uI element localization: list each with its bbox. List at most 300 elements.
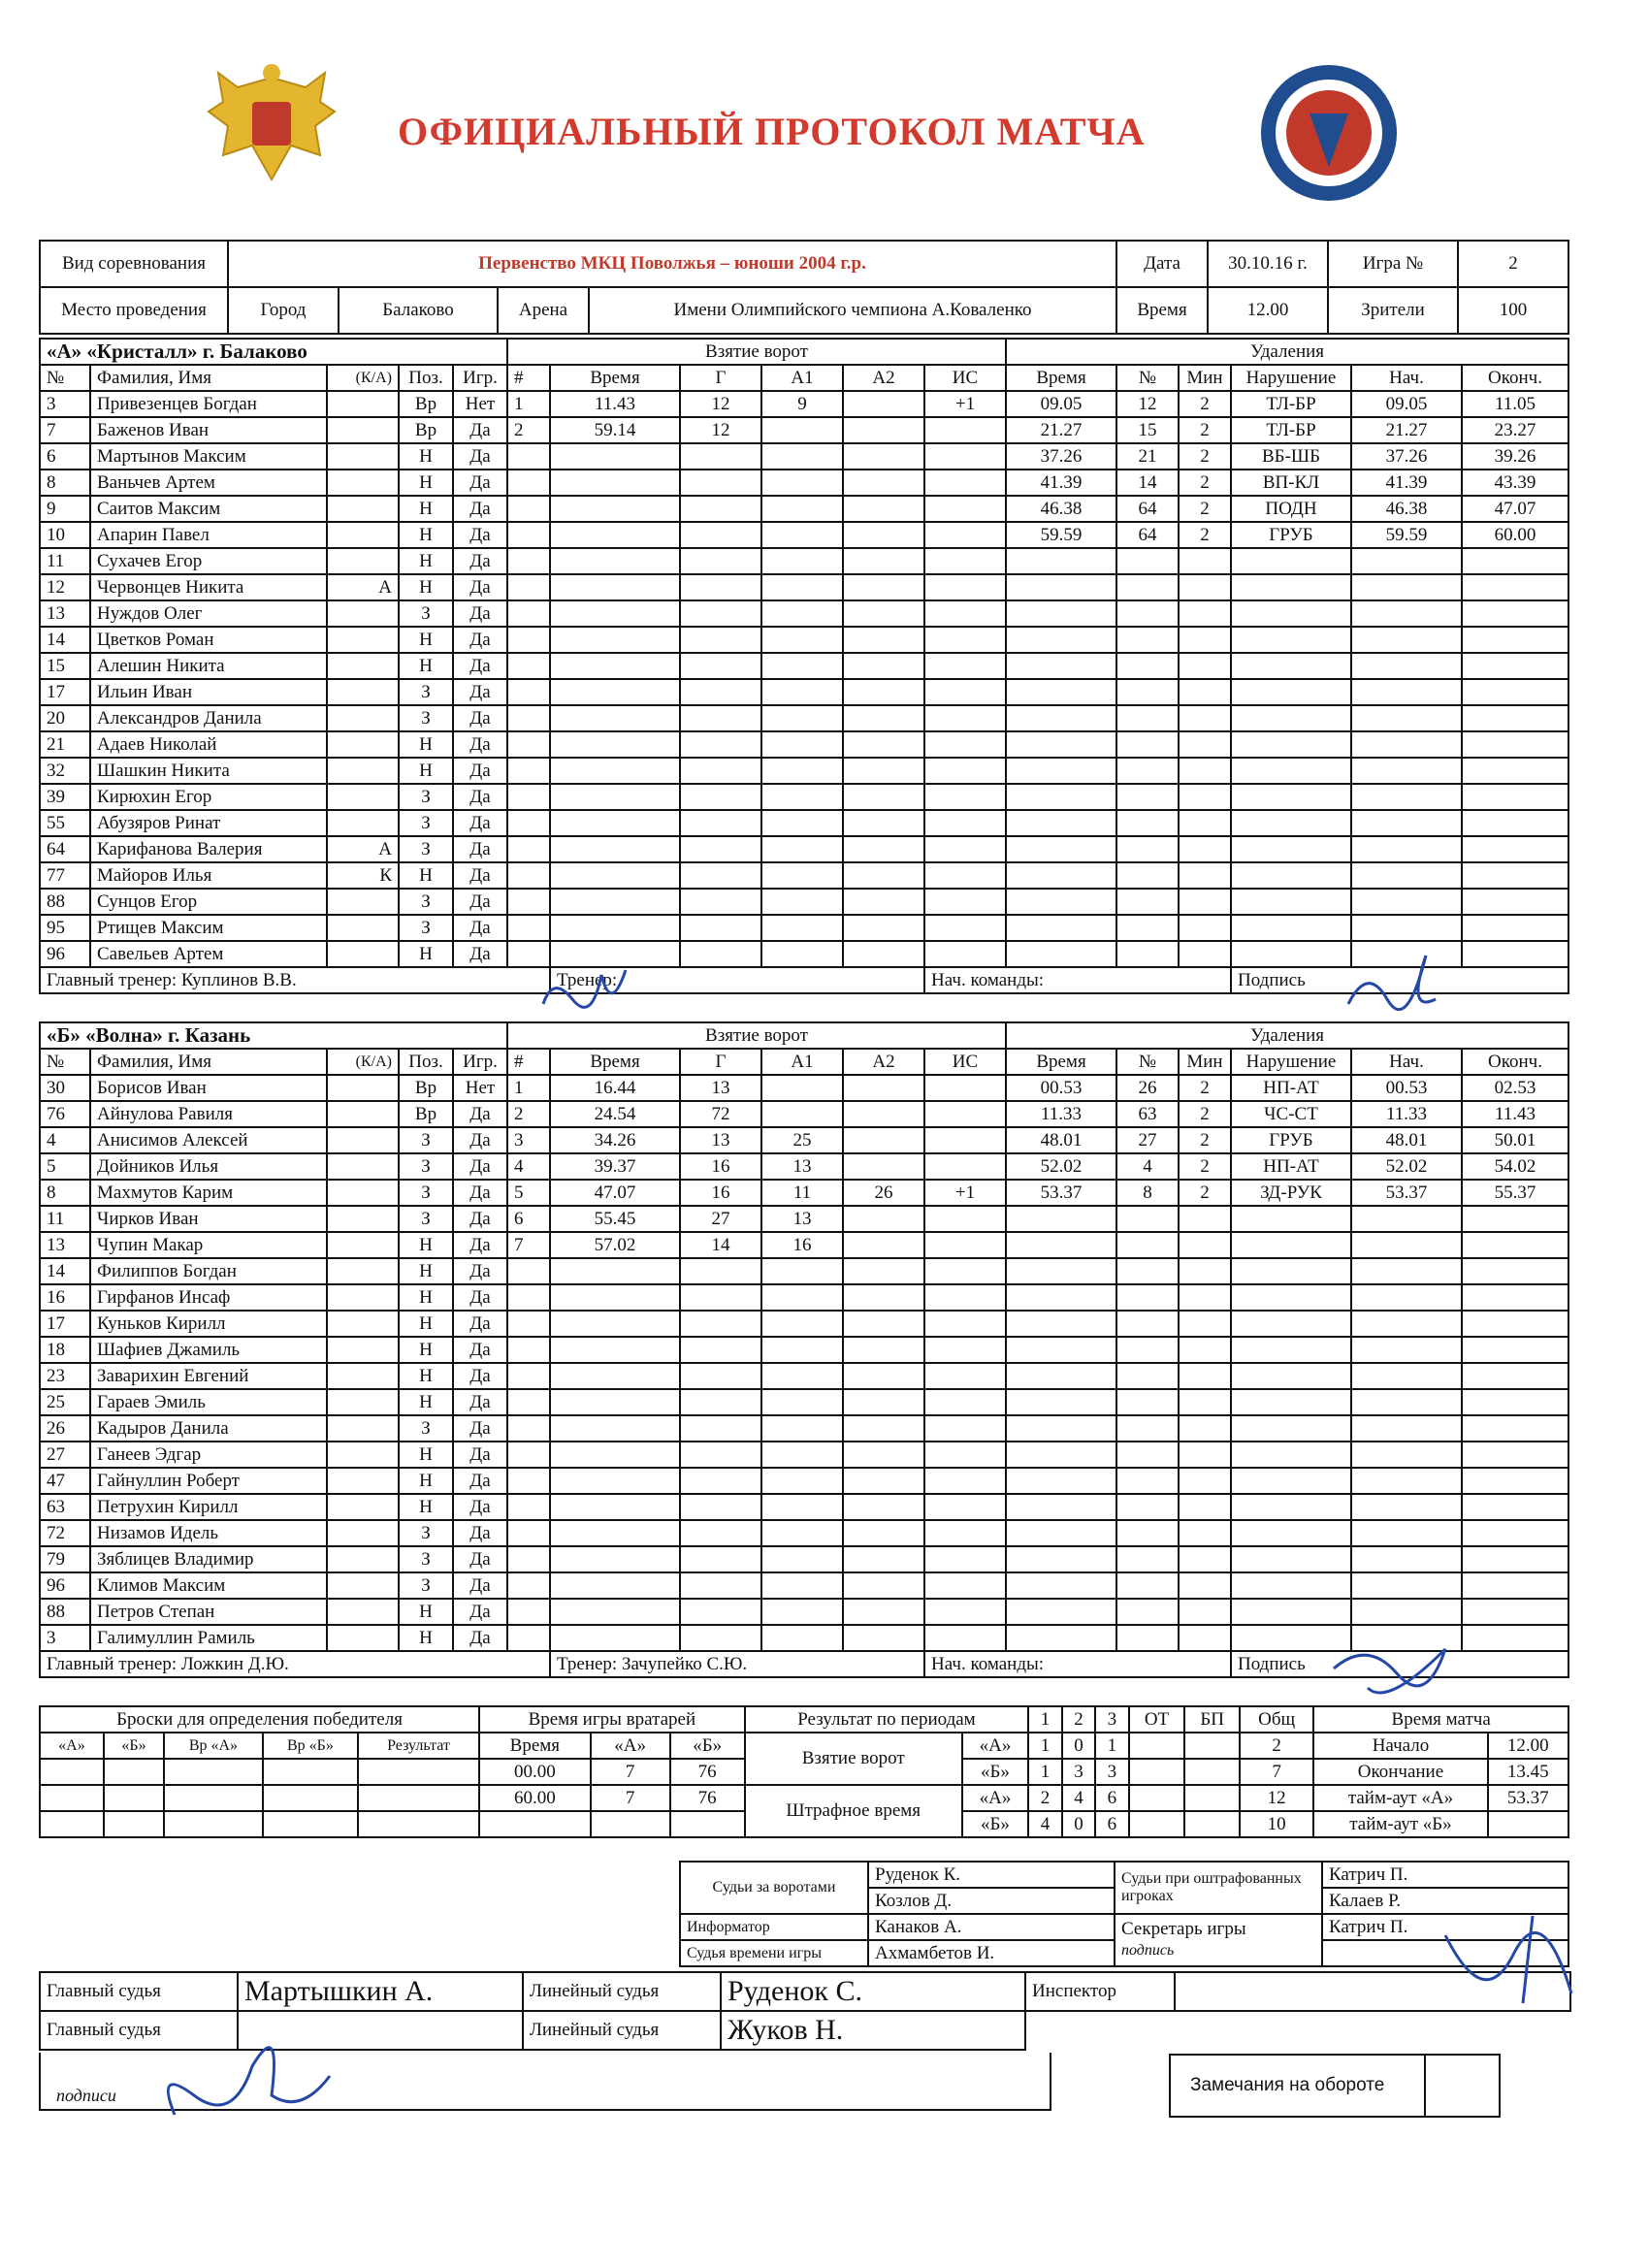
col-pen-time: Время: [1006, 365, 1116, 391]
player-position: Н: [399, 548, 453, 574]
player-played: Да: [453, 1311, 507, 1337]
player-number: 32: [40, 758, 90, 784]
penalty-violation: ВБ-ШБ: [1231, 443, 1351, 470]
penalty-end: 11.05: [1462, 391, 1568, 417]
player-row: [40, 574, 1568, 600]
player-played: Да: [453, 1206, 507, 1232]
player-role: [327, 915, 399, 941]
player-played: Да: [453, 862, 507, 889]
remarks-checkbox: [1424, 2056, 1499, 2116]
goals-section-header: Взятие ворот: [507, 1022, 1006, 1049]
player-number: 9: [40, 496, 90, 522]
penalties-section-header: Удаления: [1006, 339, 1568, 365]
pen-b-p3: 6: [1095, 1811, 1128, 1837]
goal-time: 24.54: [550, 1101, 680, 1127]
player-played: Да: [453, 1520, 507, 1546]
player-position: Н: [399, 470, 453, 496]
gk-row-a: 7: [591, 1785, 670, 1811]
player-row: [40, 391, 1568, 417]
goal-scorer: 12: [680, 391, 761, 417]
player-role: [327, 1206, 399, 1232]
hockey-league-logo-icon: [1251, 60, 1406, 206]
player-row: [40, 1153, 1568, 1180]
player-played: Да: [453, 1232, 507, 1258]
player-role: [327, 1127, 399, 1153]
goal-assist-1: 13: [761, 1153, 843, 1180]
player-role: А: [327, 574, 399, 600]
goal-assist-2: [843, 1206, 924, 1232]
player-name: Дойников Илья: [90, 1153, 327, 1180]
goal-assist-2: [843, 1232, 924, 1258]
player-played: Да: [453, 1442, 507, 1468]
player-position: З: [399, 1546, 453, 1572]
player-position: З: [399, 1206, 453, 1232]
col-pen-violation: Нарушение: [1231, 1049, 1351, 1075]
player-played: Да: [453, 1284, 507, 1311]
player-role: [327, 1337, 399, 1363]
penalty-end: 39.26: [1462, 443, 1568, 470]
penalty-start: 46.38: [1351, 496, 1462, 522]
player-role: [327, 1442, 399, 1468]
player-number: 21: [40, 731, 90, 758]
penalty-time: 21.27: [1006, 417, 1116, 443]
penalty-end: 50.01: [1462, 1127, 1568, 1153]
player-position: Вр: [399, 391, 453, 417]
start-value: 12.00: [1488, 1733, 1568, 1759]
player-position: З: [399, 1415, 453, 1442]
player-name: Филиппов Богдан: [90, 1258, 327, 1284]
period-1-header: 1: [1028, 1706, 1061, 1733]
penalty-time: 11.33: [1006, 1101, 1116, 1127]
penalty-judge-1: Катрич П.: [1322, 1862, 1568, 1888]
goal-time: 57.02: [550, 1232, 680, 1258]
goal-assist-1: [761, 1075, 843, 1101]
timekeeper-value: Ахмамбетов И.: [868, 1940, 1115, 1966]
penalty-minutes: 2: [1179, 470, 1231, 496]
penalty-minutes: 2: [1179, 1153, 1231, 1180]
goal-judge-1: Руденок К.: [868, 1862, 1115, 1888]
player-role: [327, 1468, 399, 1494]
penalty-violation: ТЛ-БР: [1231, 417, 1351, 443]
city-value: Балаково: [339, 287, 498, 334]
player-position: Н: [399, 1337, 453, 1363]
pen-a-so: [1184, 1785, 1240, 1811]
goal-number: 5: [507, 1180, 550, 1206]
goals-a-p2: 0: [1062, 1733, 1095, 1759]
so-col-b: «Б»: [104, 1733, 164, 1759]
goals-b-p3: 3: [1095, 1759, 1128, 1785]
player-position: З: [399, 600, 453, 627]
penalty-start: 11.33: [1351, 1101, 1462, 1127]
player-position: З: [399, 810, 453, 836]
goal-assist-2: [843, 1075, 924, 1101]
secretary-value: Катрич П.: [1322, 1914, 1568, 1940]
goals-a-total: 2: [1240, 1733, 1313, 1759]
player-number: 3: [40, 391, 90, 417]
player-name: Адаев Николай: [90, 731, 327, 758]
penalty-start: 41.39: [1351, 470, 1462, 496]
gk-row-b: 76: [670, 1785, 745, 1811]
period-ot-header: ОТ: [1129, 1706, 1185, 1733]
player-position: Н: [399, 1468, 453, 1494]
penalty-end: 43.39: [1462, 470, 1568, 496]
goals-team-b: «Б»: [962, 1759, 1029, 1785]
col-pen-start: Нач.: [1351, 1049, 1462, 1075]
player-played: Да: [453, 600, 507, 627]
spectators-label: Зрители: [1328, 287, 1458, 334]
player-name: Майоров Илья: [90, 862, 327, 889]
competition-label: Вид соревнования: [40, 241, 228, 287]
player-position: Н: [399, 653, 453, 679]
player-position: З: [399, 1180, 453, 1206]
goal-scorer: 72: [680, 1101, 761, 1127]
pen-a-p2: 4: [1062, 1785, 1095, 1811]
player-row: [40, 470, 1568, 496]
player-position: З: [399, 705, 453, 731]
main-referee-label: Главный судья: [40, 1972, 238, 2011]
player-role: [327, 391, 399, 417]
goalie-time-label: Время игры вратарей: [479, 1706, 745, 1733]
player-row: [40, 522, 1568, 548]
player-name: Привезенцев Богдан: [90, 391, 327, 417]
player-name: Махмутов Карим: [90, 1180, 327, 1206]
penalty-time: 48.01: [1006, 1127, 1116, 1153]
player-played: Да: [453, 1494, 507, 1520]
penalty-time: 53.37: [1006, 1180, 1116, 1206]
pen-a-p3: 6: [1095, 1785, 1128, 1811]
line-referee-label: Линейный судья: [523, 1972, 721, 2011]
player-position: Н: [399, 522, 453, 548]
penalty-start: 21.27: [1351, 417, 1462, 443]
player-name: Александров Данила: [90, 705, 327, 731]
penalty-violation: ЧС-СТ: [1231, 1101, 1351, 1127]
pen-a-ot: [1129, 1785, 1185, 1811]
col-pen-start: Нач.: [1351, 365, 1462, 391]
player-row: [40, 889, 1568, 915]
goals-b-p1: 1: [1028, 1759, 1061, 1785]
player-name: Кирюхин Егор: [90, 784, 327, 810]
player-position: Вр: [399, 1075, 453, 1101]
penalty-violation: ВП-КЛ: [1231, 470, 1351, 496]
goal-strength: +1: [924, 391, 1006, 417]
player-name: Чупин Макар: [90, 1232, 327, 1258]
player-played: Да: [453, 915, 507, 941]
player-number: 15: [40, 653, 90, 679]
player-number: 11: [40, 1206, 90, 1232]
goal-time: 34.26: [550, 1127, 680, 1153]
penalty-time: 00.53: [1006, 1075, 1116, 1101]
player-position: Н: [399, 1599, 453, 1625]
penalty-start: 09.05: [1351, 391, 1462, 417]
player-row: [40, 1206, 1568, 1232]
penalty-player: 12: [1116, 391, 1179, 417]
col-pen-num: №: [1116, 365, 1179, 391]
player-number: 13: [40, 600, 90, 627]
player-position: З: [399, 1127, 453, 1153]
remarks-label: Замечания на обороте: [1190, 2075, 1385, 2095]
player-name: Сунцов Егор: [90, 889, 327, 915]
goal-time: 16.44: [550, 1075, 680, 1101]
player-role: [327, 810, 399, 836]
start-label: Начало: [1313, 1733, 1487, 1759]
penalty-violation: ПОДН: [1231, 496, 1351, 522]
player-row: [40, 1468, 1568, 1494]
penalty-time: 59.59: [1006, 522, 1116, 548]
player-row: [40, 1180, 1568, 1206]
player-played: Да: [453, 496, 507, 522]
team-sign: Подпись: [1231, 967, 1568, 993]
penalty-end: 23.27: [1462, 417, 1568, 443]
player-name: Карифанова Валерия: [90, 836, 327, 862]
player-played: Да: [453, 1153, 507, 1180]
pen-team-b: «Б»: [962, 1811, 1029, 1837]
player-role: [327, 1232, 399, 1258]
player-number: 4: [40, 1127, 90, 1153]
end-value: 13.45: [1488, 1759, 1568, 1785]
player-name: Галимуллин Рамиль: [90, 1625, 327, 1651]
player-name: Климов Максим: [90, 1572, 327, 1599]
goals-b-so: [1184, 1759, 1240, 1785]
pen-a-total: 12: [1240, 1785, 1313, 1811]
player-name: Сухачев Егор: [90, 548, 327, 574]
player-position: Н: [399, 862, 453, 889]
player-position: З: [399, 1153, 453, 1180]
document-title: ОФИЦИАЛЬНЫЙ ПРОТОКОЛ МАТЧА: [398, 110, 1146, 153]
penalty-player: 64: [1116, 522, 1179, 548]
penalty-player: 14: [1116, 470, 1179, 496]
team-b-signature-icon: [1329, 1630, 1455, 1717]
goal-strength: [924, 417, 1006, 443]
player-number: 88: [40, 889, 90, 915]
col-goal-is: ИС: [924, 365, 1006, 391]
player-number: 12: [40, 574, 90, 600]
player-role: [327, 731, 399, 758]
penalty-minutes: 2: [1179, 1180, 1231, 1206]
player-name: Шафиев Джамиль: [90, 1337, 327, 1363]
penalties-section-header: Удаления: [1006, 1022, 1568, 1049]
col-name: Фамилия, Имя: [90, 365, 327, 391]
penalty-player: 21: [1116, 443, 1179, 470]
player-role: [327, 1546, 399, 1572]
player-number: 8: [40, 1180, 90, 1206]
player-row: [40, 784, 1568, 810]
player-role: [327, 1153, 399, 1180]
player-played: Да: [453, 836, 507, 862]
player-played: Да: [453, 1546, 507, 1572]
goal-assist-1: [761, 1101, 843, 1127]
penalty-player: 8: [1116, 1180, 1179, 1206]
player-row: [40, 1520, 1568, 1546]
penalty-minutes: 2: [1179, 391, 1231, 417]
goal-strength: [924, 1232, 1006, 1258]
trainer-signature-icon: [534, 956, 630, 1023]
period-2-header: 2: [1062, 1706, 1095, 1733]
player-number: 16: [40, 1284, 90, 1311]
penalty-judge-2: Калаев Р.: [1322, 1888, 1568, 1914]
player-row: [40, 417, 1568, 443]
player-row: [40, 1494, 1568, 1520]
player-name: Гайнуллин Роберт: [90, 1468, 327, 1494]
goals-a-ot: [1129, 1733, 1185, 1759]
penalty-end: 02.53: [1462, 1075, 1568, 1101]
player-row: [40, 1572, 1568, 1599]
match-time-label: Время матча: [1313, 1706, 1568, 1733]
player-row: [40, 810, 1568, 836]
col-pos: Поз.: [399, 365, 453, 391]
arena-label: Арена: [498, 287, 589, 334]
player-name: Зяблицев Владимир: [90, 1546, 327, 1572]
trainer: Тренер: Зачупейко С.Ю.: [550, 1651, 924, 1677]
player-position: Н: [399, 496, 453, 522]
player-position: З: [399, 1520, 453, 1546]
goal-strength: +1: [924, 1180, 1006, 1206]
line-referee-2: Жуков Н.: [721, 2011, 1025, 2050]
period-total-header: Общ: [1240, 1706, 1313, 1733]
main-referee-value: Мартышкин А.: [238, 1972, 523, 2011]
player-row: [40, 1075, 1568, 1101]
player-row: [40, 862, 1568, 889]
goal-assist-2: [843, 1127, 924, 1153]
goal-time: 11.43: [550, 391, 680, 417]
penalty-violation: ГРУБ: [1231, 522, 1351, 548]
player-row: [40, 496, 1568, 522]
team-a-signature-icon: [1339, 946, 1445, 1033]
player-role: [327, 496, 399, 522]
player-role: [327, 1599, 399, 1625]
player-name: Цветков Роман: [90, 627, 327, 653]
player-position: Н: [399, 443, 453, 470]
player-name: Гараев Эмиль: [90, 1389, 327, 1415]
player-played: Да: [453, 758, 507, 784]
player-row: [40, 1389, 1568, 1415]
goal-assist-2: [843, 1153, 924, 1180]
shootout-label: Броски для определения победителя: [40, 1706, 479, 1733]
col-igr: Игр.: [453, 1049, 507, 1075]
period-result-label: Результат по периодам: [745, 1706, 1029, 1733]
player-number: 72: [40, 1520, 90, 1546]
goal-assist-1: 11: [761, 1180, 843, 1206]
inspector-label: Инспектор: [1025, 1972, 1175, 2011]
goal-time: 55.45: [550, 1206, 680, 1232]
player-played: Да: [453, 443, 507, 470]
player-number: 95: [40, 915, 90, 941]
player-number: 10: [40, 522, 90, 548]
player-role: [327, 1284, 399, 1311]
player-role: А: [327, 836, 399, 862]
player-role: [327, 1415, 399, 1442]
player-role: [327, 679, 399, 705]
player-name: Ганеев Эдгар: [90, 1442, 327, 1468]
player-position: Н: [399, 1494, 453, 1520]
goal-time: 39.37: [550, 1153, 680, 1180]
player-position: Н: [399, 1258, 453, 1284]
col-num: №: [40, 1049, 90, 1075]
player-position: З: [399, 679, 453, 705]
player-position: Вр: [399, 1101, 453, 1127]
so-col-gk-a: Вр «А»: [164, 1733, 263, 1759]
col-ka: (К/А): [327, 1049, 399, 1075]
goal-assist-2: 26: [843, 1180, 924, 1206]
player-played: Да: [453, 784, 507, 810]
goal-number: 1: [507, 391, 550, 417]
player-name: Петров Степан: [90, 1599, 327, 1625]
player-number: 25: [40, 1389, 90, 1415]
player-row: [40, 627, 1568, 653]
player-role: [327, 1625, 399, 1651]
penalty-minutes: 2: [1179, 522, 1231, 548]
goal-number: 1: [507, 1075, 550, 1101]
penalty-minutes: 2: [1179, 443, 1231, 470]
team-chief: Нач. команды:: [924, 967, 1231, 993]
goal-assist-1: 16: [761, 1232, 843, 1258]
goal-assist-2: [843, 391, 924, 417]
col-goal-a1: А1: [761, 1049, 843, 1075]
player-position: З: [399, 889, 453, 915]
penalty-start: 37.26: [1351, 443, 1462, 470]
goal-number: 2: [507, 1101, 550, 1127]
timeout-b-label: тайм-аут «Б»: [1313, 1811, 1487, 1837]
penalty-end: 54.02: [1462, 1153, 1568, 1180]
goal-scorer: 12: [680, 417, 761, 443]
player-row: [40, 915, 1568, 941]
player-played: Да: [453, 679, 507, 705]
player-played: Да: [453, 1258, 507, 1284]
player-played: Да: [453, 627, 507, 653]
player-number: 3: [40, 1625, 90, 1651]
player-number: 17: [40, 1311, 90, 1337]
goal-scorer: 16: [680, 1180, 761, 1206]
player-role: [327, 653, 399, 679]
col-igr: Игр.: [453, 365, 507, 391]
timeout-a-label: тайм-аут «А»: [1313, 1785, 1487, 1811]
player-role: [327, 1494, 399, 1520]
player-number: 76: [40, 1101, 90, 1127]
player-name: Мартынов Максим: [90, 443, 327, 470]
player-position: Н: [399, 758, 453, 784]
arena-value: Имени Олимпийского чемпиона А.Коваленко: [589, 287, 1116, 334]
head-coach: Главный тренер: Куплинов В.В.: [40, 967, 550, 993]
player-role: [327, 941, 399, 967]
gk-row-a: 7: [591, 1759, 670, 1785]
player-number: 11: [40, 548, 90, 574]
player-number: 7: [40, 417, 90, 443]
player-row: [40, 1415, 1568, 1442]
secretary-label: Секретарь игры: [1121, 1919, 1246, 1939]
player-role: [327, 1258, 399, 1284]
player-played: Да: [453, 1599, 507, 1625]
player-played: Да: [453, 1468, 507, 1494]
goal-number: 3: [507, 1127, 550, 1153]
player-role: [327, 443, 399, 470]
player-row: [40, 836, 1568, 862]
spectators-value: 100: [1458, 287, 1568, 334]
so-col-result: Результат: [358, 1733, 479, 1759]
penalty-start: 00.53: [1351, 1075, 1462, 1101]
player-played: Да: [453, 941, 507, 967]
player-played: Да: [453, 1415, 507, 1442]
player-row: [40, 1258, 1568, 1284]
col-goal-g: Г: [680, 1049, 761, 1075]
player-name: Низамов Идель: [90, 1520, 327, 1546]
player-played: Да: [453, 1389, 507, 1415]
penalty-minutes: 2: [1179, 1075, 1231, 1101]
gk-row-time: 00.00: [479, 1759, 591, 1785]
time-label: Время: [1116, 287, 1208, 334]
player-row: [40, 1363, 1568, 1389]
player-played: Да: [453, 705, 507, 731]
team-title: «А» «Кристалл» г. Балаково: [40, 339, 507, 365]
player-played: Да: [453, 1337, 507, 1363]
